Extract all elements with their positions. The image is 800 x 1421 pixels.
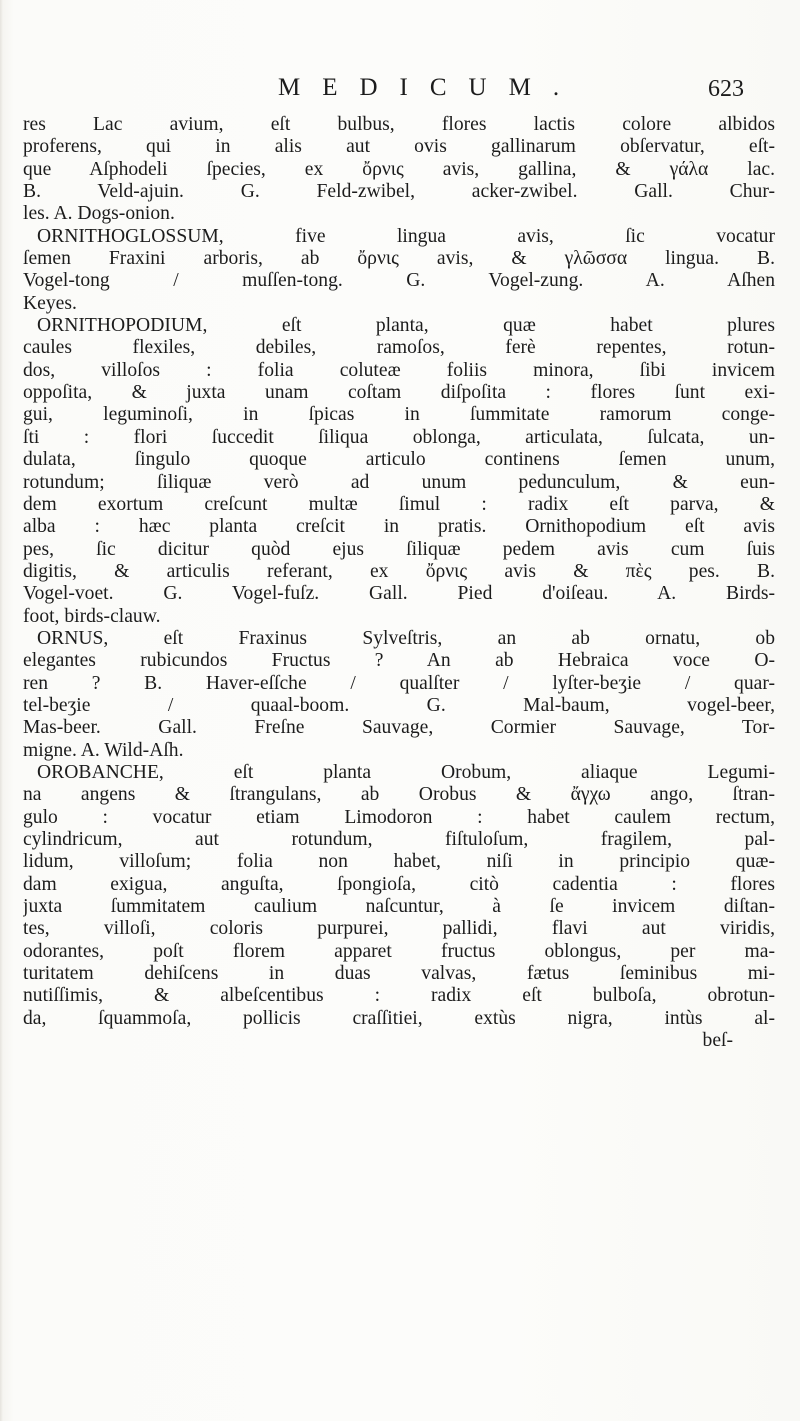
- text-line: Mas-beer. Gall. Freſne Sauvage, Cormier Sauvage, Tor-: [23, 717, 775, 739]
- text-line: dos, villoſos : folia coluteæ foliis minora, ſibi invicem: [23, 359, 775, 381]
- text-line: Vogel-tong / muſſen-tong. G. Vogel-zung. A. Aſhen: [23, 270, 775, 292]
- text-line: dem exortum creſcunt multæ ſimul : radix eſt parva, &: [23, 493, 775, 515]
- text-line: dam exigua, anguſta, ſpongioſa, citò cadentia : flores: [23, 873, 775, 895]
- text-line: juxta ſummitatem caulium naſcuntur, à ſe invicem diſtan-: [23, 896, 775, 918]
- running-title: MEDICUM.: [278, 74, 582, 101]
- text-line: odorantes, poſt florem apparet fructus oblongus, per ma-: [23, 940, 775, 962]
- running-head: [0, 74, 800, 106]
- text-line: cylindricum, aut rotundum, fiſtuloſum, fragilem, pal-: [23, 829, 775, 850]
- text-line: elegantes rubicundos Fructus ? An ab Hebraica voce O-: [23, 650, 775, 672]
- entry-heading-line: ORNITHOGLOSSUM, five lingua avis, ſic vocatur: [37, 225, 775, 247]
- text-line: ſemen Fraxini arboris, ab ὄρνις avis, & γλῶσσα lingua. B.: [23, 248, 775, 270]
- text-line: gulo : vocatur etiam Limodoron : habet caulem rectum,: [23, 806, 775, 828]
- page-edge-shadow: [0, 0, 3, 1421]
- text-line: digitis, & articulis referant, ex ὄρνις avis & πὲς pes. B.: [23, 560, 775, 582]
- text-line: pes, ſic dicitur quòd ejus ſiliquæ pedem avis cum ſuis: [23, 538, 775, 560]
- catchword: beſ-: [702, 1030, 733, 1052]
- text-line: migne. A. Wild-Aſh.: [23, 739, 184, 761]
- page-number: 623: [708, 76, 744, 102]
- text-line: tes, villoſi, coloris purpurei, pallidi, flavi aut viridis,: [23, 918, 775, 940]
- text-line: Keyes.: [23, 292, 77, 314]
- entry-heading-line: OROBANCHE, eſt planta Orobum, aliaque Legumi-: [37, 761, 775, 783]
- text-line: que Aſphodeli ſpecies, ex ὄρνις avis, gallina, & γάλα lac.: [23, 158, 775, 180]
- text-line: alba : hæc planta creſcit in pratis. Ornithopodium eſt avis: [23, 516, 775, 538]
- text-line: Vogel-voet. G. Vogel-fuſz. Gall. Pied d'oiſeau. A. Birds-: [23, 583, 775, 605]
- text-line: foot, birds-clauw.: [23, 605, 161, 627]
- text-line: lidum, villoſum; folia non habet, niſi in principio quæ-: [23, 851, 775, 873]
- text-line: na angens & ſtrangulans, ab Orobus & ἄγχω ango, ſtran-: [23, 784, 775, 806]
- text-line: B. Veld-ajuin. G. Feld-zwibel, acker-zwibel. Gall. Chur-: [23, 181, 775, 203]
- text-line: nutiſſimis, & albeſcentibus : radix eſt bulboſa, obrotun-: [23, 985, 775, 1007]
- body-text: [23, 114, 775, 1052]
- text-line: proferens, qui in alis aut ovis gallinarum obſervatur, eſt-: [23, 136, 775, 158]
- entry-heading-line: ORNITHOPODIUM, eſt planta, quæ habet plures: [37, 315, 775, 337]
- entry-heading-line: ORNUS, eſt Fraxinus Sylveſtris, an ab ornatu, ob: [37, 627, 775, 649]
- text-line: ren ? B. Haver-eſſche / qualſter / lyſter-beʒie / quar-: [23, 672, 775, 694]
- text-line: res Lac avium, eſt bulbus, flores lactis colore albidos: [23, 114, 775, 135]
- text-line: gui, leguminoſi, in ſpicas in ſummitate ramorum conge-: [23, 404, 775, 426]
- text-line: da, ſquammoſa, pollicis craſſitiei, extùs nigra, intùs al-: [23, 1007, 775, 1029]
- text-line: dulata, ſingulo quoque articulo continens ſemen unum,: [23, 449, 775, 471]
- text-line: ſti : flori ſuccedit ſiliqua oblonga, articulata, ſulcata, un-: [23, 426, 775, 448]
- text-line: tel-beʒie / quaal-boom. G. Mal-baum, vogel-beer,: [23, 694, 775, 716]
- text-line: caules flexiles, debiles, ramoſos, ferè repentes, rotun-: [23, 337, 775, 359]
- text-line: les. A. Dogs-onion.: [23, 203, 175, 225]
- text-line: oppoſita, & juxta unam coſtam diſpoſita : flores ſunt exi-: [23, 382, 775, 404]
- text-line: turitatem dehiſcens in duas valvas, fætus ſeminibus mi-: [23, 963, 775, 985]
- text-line: rotundum; ſiliquæ verò ad unum pedunculum, & eun-: [23, 471, 775, 493]
